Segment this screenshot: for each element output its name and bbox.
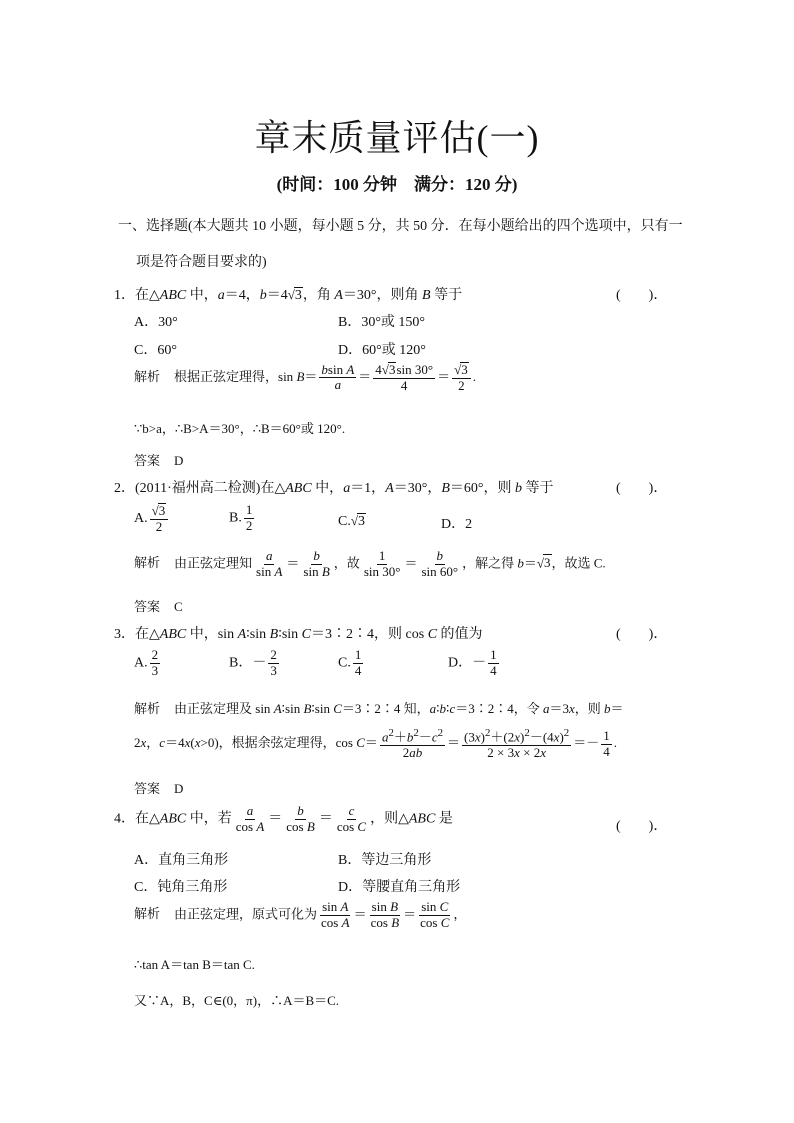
q4-stem: 4．在△ABC 中，若 $\frac{a}{\text{cos A}}$ ＝ $\frac{b}{\text{cos B}}$ ＝ $\frac{c}{\text{cos C}}$ ，则△ABC 是 [114, 803, 453, 834]
q1-answer [134, 450, 183, 469]
q4-option-b: B．等边三角形 [338, 853, 432, 868]
q1-answer-label: 答案 [134, 453, 161, 468]
q4-option-d: D．等腰直角三角形 [338, 880, 461, 895]
q1-answer-blank: ( )． [616, 288, 668, 303]
q3-answer [134, 778, 183, 797]
q3-option-d: D．－ $\frac{1}{4}$ [448, 647, 497, 678]
q1-analysis-line2: ∵b>a，∴B>A＝30°，∴B＝60°或 120°. [134, 421, 346, 436]
q2-analysis: 解析 由正弦定理知 $\frac{a}{\text{sin A}}$ ＝ $\frac{b}{\text{sin B}}$ ，故 $\frac{1}{\sin 30^\circ}$ ＝ $\frac{b}{\sin 60^\circ}$ ，解之得 b＝√3，故选 C. [134, 548, 606, 579]
q1-option-d: D．60°或 120° [338, 343, 426, 358]
q3-option-a: A. $\frac{2}{3}$ [134, 647, 159, 678]
q3-answer-blank: ( )． [616, 627, 668, 642]
q2-answer-value: C [174, 599, 183, 614]
q3-stem: 3．在△ABC 中，sin A∶sin B∶sin C＝3∶2∶4，则 cos C 的值为 [114, 627, 483, 642]
q2-stem: 2．(2011·福州高二检测)在△ABC 中，a＝1，A＝30°，B＝60°，则 b 等于 [114, 481, 554, 496]
q1-option-b: B．30°或 150° [338, 315, 426, 330]
q2-answer-blank: ( )． [616, 481, 668, 496]
q3-answer-value: D [174, 781, 184, 796]
q2-answer [134, 596, 183, 615]
q3-analysis-label: 解析 [134, 701, 161, 716]
q4-option-c: C．钝角三角形 [134, 880, 228, 895]
q4-answer-blank: ( )． [616, 819, 668, 834]
q2-option-c: C.√3 [338, 513, 365, 529]
q4-analysis: 解析 由正弦定理，原式可化为 $\frac{\text{sin A}}{\text{cos A}}$ ＝ $\frac{\text{sin B}}{\text{cos B}}$ ＝ $\frac{\text{sin C}}{\text{cos C}}$ ， [134, 899, 467, 930]
q2-analysis-label: 解析 [134, 555, 161, 571]
q4-analysis-line3: 又∵A，B，C∈(0，π)，∴A＝B＝C. [134, 993, 340, 1008]
q1-option-c: C．60° [134, 343, 177, 358]
q2-answer-label: 答案 [134, 599, 161, 614]
q1-analysis: 解析 根据正弦定理得，sin B＝ $\frac{\text{bsin A}}{a}$ ＝ $\frac{4√3\sin 30^\circ}{4}$ ＝ $\frac{√3}{2}$ . [134, 361, 476, 393]
q4-analysis-label: 解析 [134, 906, 161, 922]
q1-answer-value: D [174, 453, 184, 468]
q2-option-d: D．2 [441, 517, 473, 532]
section-intro-line2: 项是符合题目要求的) [136, 255, 267, 270]
q4-analysis-line2: ∴tan A＝tan B＝tan C. [134, 957, 255, 972]
page-subtitle: (时间：100 分钟 满分：120 分) [276, 175, 518, 194]
q1-option-a: A．30° [134, 315, 178, 330]
q2-option-b: B. $\frac{1}{2}$ [229, 502, 253, 533]
q1-stem: 1．在△ABC 中，a＝4，b＝4√3，角 A＝30°，则角 B 等于 [114, 287, 463, 303]
q3-answer-label: 答案 [134, 781, 161, 796]
q1-analysis-label: 解析 [134, 368, 161, 384]
q4-number: 4． [114, 811, 135, 827]
q2-number: 2． [114, 481, 135, 496]
q4-option-a: A．直角三角形 [134, 853, 229, 868]
q1-number: 1． [114, 288, 135, 303]
section-intro-line1: 一、选择题(本大题共 10 小题，每小题 5 分，共 50 分．在每小题给出的四个选项中，只有一 [118, 219, 683, 234]
q3-option-c: C. $\frac{1}{4}$ [338, 647, 362, 678]
q3-option-b: B．－ $\frac{2}{3}$ [229, 647, 277, 678]
page-title: 章末质量评估(一) [254, 118, 540, 158]
q2-option-a: A. $\frac{√3}{2}$ [134, 503, 170, 535]
q3-analysis: 解析 由正弦定理及 sin A∶sin B∶sin C＝3∶2∶4 知，a∶b∶c＝3∶2∶4，令 a＝3x，则 b＝ [134, 701, 624, 716]
q3-analysis-line2: 2x，c＝4x(x>0)，根据余弦定理得，cos C＝ $\frac{a^2+b^2-c^2}{2ab}$ ＝ $\frac{(3x)^2+(2x)^2-(4x)^2}{2 \times 3x \times 2x}$ ＝－ $\frac{1}{4}$ . [134, 727, 617, 761]
q3-number: 3． [114, 627, 135, 642]
